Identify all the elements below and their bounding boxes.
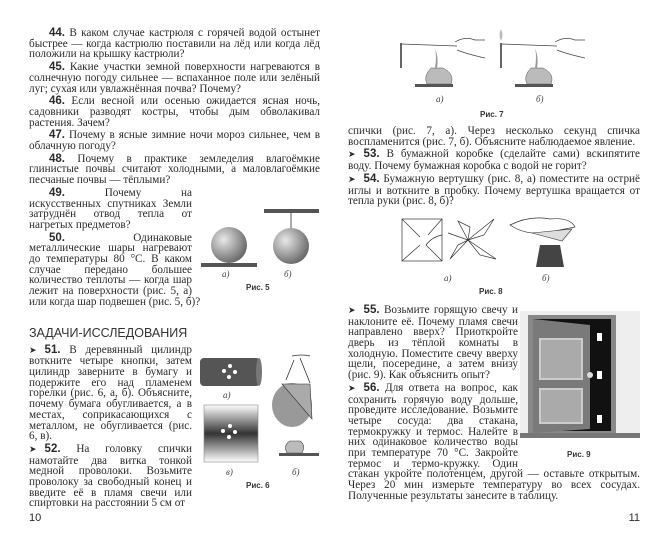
fig6-label-v: в) [226, 466, 233, 477]
figure-8-drawing [400, 215, 580, 271]
question-50: 50. Одинаковые металлические шары нагревают до температуры 80 °C. В каком случае передано большее количество теплоты — когда шар лежит на поверхности (рис. 5, а) или когда шар подвешен (рис. 5, б)? [29, 231, 201, 308]
fig8-label-b: б) [542, 272, 550, 283]
task-52: ➤ 52. На головку спички намотайте два витка тонкой медной проволоки. Возьмите проволоку за свободный конец и введите её в пламя свечи или спиртовки на расстоянии 5 см от [29, 442, 192, 510]
arrow-icon: ➤ [348, 150, 356, 161]
fig5-label-b: б) [284, 268, 292, 279]
task-55: ➤ 55. Возьмите горящую свечу и наклоните её. Почему пламя свечи направлено вверх? Приоткройте дверь из тёплой комнаты в холодную. Поместите свечу вверху щели, посередине, а затем внизу (рис. 9). Как объяснить опыт? [348, 303, 518, 382]
fig9-caption: Рис. 9 [567, 449, 591, 459]
arrow-icon: ➤ [29, 444, 37, 455]
fig7-label-a: а) [436, 94, 444, 104]
right-text-top [348, 126, 640, 209]
figure-7-drawing [395, 28, 595, 92]
question-49: 49. Почему на искусственных спутниках Земли затруднён отвод тепла от нагретых предметов? [29, 186, 192, 231]
figure-6-drawing [197, 353, 322, 465]
fig8-a-pinwheel [448, 219, 496, 259]
fig7-caption: Рис. 7 [480, 110, 504, 119]
question-44: 44. В каком случае кастрюля с горячей водой остынет быстрее — когда кастрюлю поставили на лёд или когда лёд положили на крышку кастрюли? [29, 27, 320, 61]
task-56: ➤ 56. Для ответа на вопрос, как сохранить горячую воду дольше, проведите исследование. Возьмите четыре сосуда: два стакана, термокружку и термос. Налейте в них одинаковое количество воды при температуре 70 °C. Закройте термос и термо-кружку. Один стакан укройте полотенцем, другой — оставьте открытым. Через 20 мин измерьте температуру во всех сосудах. Полученные результаты занесите в таблицу. [348, 381, 640, 502]
figure-5 [195, 194, 325, 294]
left-page [29, 28, 325, 525]
task-52-continuation: спички (рис. 7, а). Через несколько секунд спичка воспламенится (рис. 7, б). Объясните наблюдаемое явление. [348, 125, 640, 148]
task-51: ➤ 51. В деревянный цилиндр воткните четыре кнопки, затем цилиндр заверните в бумагу и подержите его над пламенем горелки (рис. 6, а, б). Объясните, почему бумага обугливается, а в местах, соприкасающихся с металлом, не обугливается (рис. 6, в). [29, 343, 192, 443]
fig5-caption: Рис. 5 [246, 282, 270, 292]
task-53: ➤ 53. В бумажной коробке (сделайте сами) вскипятите воду. Почему бумажная коробка с водой не горит? [348, 148, 641, 173]
task-56-text: Для ответа на вопрос, как сохранить горячую воду дольше, проведите исследование. Возьмите четыре сосуда: два стакана, термокружку и термос. Налейте в них одинаковое количество воды при температуре 70 °C. Закройте термос и термо- [348, 381, 518, 470]
fig7-a [401, 38, 485, 87]
fig8-label-a: а) [444, 272, 452, 283]
fig8-a-square [402, 219, 442, 261]
section-title: ЗАДАЧИ-ИССЛЕДОВАНИЯ [29, 325, 188, 340]
figure-8 [348, 213, 640, 299]
question-47: 47. Почему в ясные зимние ночи мороз сильнее, чем в облачную погоду? [29, 129, 320, 153]
question-48: 48. Почему в практике земледелия влагоёмкие глинистые почвы считают холодными, а маловлагоёмкие песчаные почвы — тёплыми? [29, 152, 321, 187]
arrow-icon: ➤ [29, 345, 37, 356]
page-number-right: 11 [628, 512, 640, 524]
task-56-continuation: кружку. Один стакан укройте полотенцем, другой — оставьте открытым. Через 20 мин измерьте температуру во всех сосудах. Полученные результаты занесите в таблицу. [348, 457, 640, 502]
right-page [348, 28, 640, 525]
figure-7 [348, 28, 640, 126]
arrow-icon: ➤ [348, 305, 356, 316]
questions-49-50 [29, 188, 325, 310]
figure-6 [195, 353, 325, 493]
question-45: 45. Какие участки земной поверхности нагреваются в солнечную погоду сильнее — вспаханное поле или зелёный луг; сухая или увлажнённая почва? Почему? [29, 61, 320, 95]
fig8-b-hand [510, 218, 575, 267]
figure-5-drawing [195, 194, 325, 280]
fig5-label-a: а) [222, 268, 230, 279]
questions-44-48 [29, 28, 320, 188]
arrow-icon: ➤ [348, 174, 356, 185]
fig7-label-b: б) [536, 94, 544, 104]
figure-9-drawing [520, 311, 640, 438]
arrow-icon: ➤ [348, 383, 356, 394]
question-46: 46. Если весной или осенью ожидается ясная ночь, садовники разводят костры, чтобы дым обволакивал растения. Зачем? [29, 95, 320, 129]
fig6-label-b: б) [292, 466, 300, 477]
tasks-51-52 [29, 345, 325, 512]
fig6-label-a: а) [223, 389, 231, 400]
fig7-b [500, 29, 586, 87]
tasks-55-56 [348, 305, 640, 504]
figure-9 [520, 311, 640, 463]
page-number-left: 10 [29, 512, 42, 524]
fig6-caption: Рис. 6 [246, 480, 270, 490]
fig8-caption: Рис. 8 [479, 286, 503, 296]
task-54: ➤ 54. Бумажную вертушку (рис. 8, а) поместите на остриё иглы и воткните в пробку. Почему вертушка вращается от тепла руки (рис. 8, б)? [348, 172, 640, 208]
